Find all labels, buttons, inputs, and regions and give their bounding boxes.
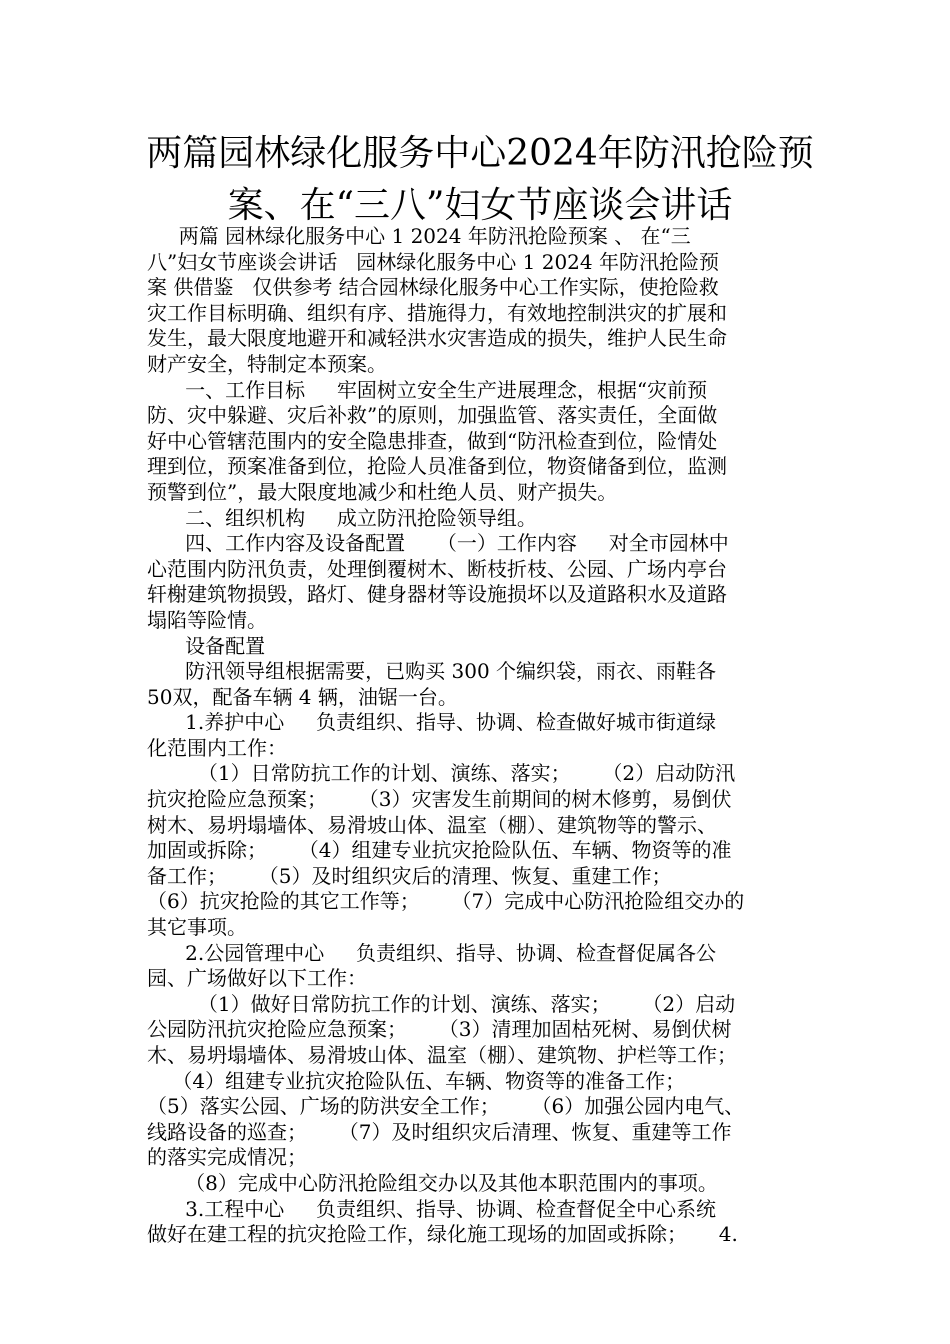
- body-text-line: 其它事项。: [147, 915, 247, 940]
- body-text-line: （5）落实公园、广场的防洪安全工作； （6）加强公园内电气、: [147, 1094, 745, 1119]
- body-text-line: 理到位，预案准备到位，抢险人员准备到位，物资储备到位，监测: [147, 454, 727, 479]
- body-text-line: 化范围内工作：: [147, 735, 287, 760]
- body-text-line: （1）做好日常防抗工作的计划、演练、落实； （2）启动: [147, 991, 736, 1016]
- body-text-line: 轩榭建筑物损毁，路灯、健身器材等设施损坏以及道路积水及道路: [147, 582, 727, 607]
- document-title: [145, 128, 815, 232]
- body-text-line: 八”妇女节座谈会讲话 园林绿化服务中心 1 2024 年防汛抢险预: [147, 249, 719, 274]
- body-text-line: 1.养护中心 负责组织、指导、协调、检查做好城市街道绿: [147, 710, 717, 735]
- body-text-line: 公园防汛抗灾抢险应急预案； （3）清理加固枯死树、易倒伏树: [147, 1017, 732, 1042]
- body-text-line: 线路设备的巡查； （7）及时组织灾后清理、恢复、重建等工作: [147, 1119, 732, 1144]
- body-text-line: 做好在建工程的抗灾抢险工作，绿化施工现场的加固或拆除； 4.: [147, 1222, 738, 1247]
- body-text-line: 两篇 园林绿化服务中心 1 2024 年防汛抢险预案 、 在“三: [147, 224, 691, 248]
- body-text-line: 防汛领导组根据需要，已购买 300 个编织袋，雨衣、雨鞋各: [147, 659, 717, 684]
- body-text-line: 树木、易坍塌墙体、易滑坡山体、温室（棚）、建筑物等的警示、: [147, 812, 717, 837]
- body-text-line: 抗灾抢险应急预案； （3）灾害发生前期间的树木修剪，易倒伏: [147, 787, 732, 812]
- body-text-line: 灾工作目标明确、组织有序、措施得力，有效地控制洪灾的扩展和: [147, 300, 727, 325]
- body-text-line: 的落实完成情况；: [147, 1145, 307, 1170]
- body-text-line: 2.公园管理中心 负责组织、指导、协调、检查督促属各公: [147, 940, 717, 965]
- body-text-line: 预警到位”，最大限度地减少和杜绝人员、财产损失。: [147, 479, 618, 504]
- body-text-line: 备工作； （5）及时组织灾后的清理、恢复、重建工作；: [147, 863, 672, 888]
- body-text-line: （8）完成中心防汛抢险组交办以及其他本职范围内的事项。: [147, 1170, 718, 1195]
- body-text-line: 设备配置: [147, 633, 266, 658]
- body-text-line: 加固或拆除； （4）组建专业抗灾抢险队伍、车辆、物资等的准: [147, 838, 732, 863]
- body-text-line: （4）组建专业抗灾抢险队伍、车辆、物资等的准备工作；: [147, 1068, 686, 1093]
- title-line: 案、在“三八”妇女节座谈会讲话: [227, 185, 733, 226]
- body-text-line: 心范围内防汛负责，处理倒覆树木、断枝折枝、公园、广场内亭台: [147, 556, 727, 581]
- body-text-line: 防、灾中躲避、灾后补救”的原则，加强监管、落实责任，全面做: [147, 403, 718, 428]
- body-text-line: 3.工程中心 负责组织、指导、协调、检查督促全中心系统: [147, 1196, 717, 1221]
- body-text-line: 财产安全，特制定本预案。: [147, 351, 387, 376]
- body-text-line: 四、工作内容及设备配置 （一）工作内容 对全市园林中: [147, 531, 729, 556]
- document-body: [147, 224, 807, 1248]
- body-text-line: 一、工作目标 牢固树立安全生产进展理念，根据“灾前预: [147, 377, 708, 402]
- body-text-line: （1）日常防抗工作的计划、演练、落实； （2）启动防汛: [147, 761, 736, 786]
- body-text-line: 发生，最大限度地避开和减轻洪水灾害造成的损失，维护人民生命: [147, 326, 727, 351]
- body-text-line: 园、广场做好以下工作：: [147, 966, 367, 991]
- title-line: 两篇园林绿化服务中心2024年防汛抢险预: [146, 133, 814, 174]
- body-text-line: （6）抗灾抢险的其它工作等； （7）完成中心防汛抢险组交办的: [147, 889, 745, 914]
- body-text-line: 二、组织机构 成立防汛抢险领导组。: [147, 505, 537, 530]
- body-text-line: 塌陷等险情。: [147, 607, 267, 632]
- body-text-line: 好中心管辖范围内的安全隐患排查，做到“防汛检查到位，险情处: [147, 428, 718, 453]
- body-text-line: 50双，配备车辆 4 辆，油锯一台。: [147, 684, 458, 709]
- body-text-line: 案 供借鉴 仅供参考 结合园林绿化服务中心工作实际，使抢险救: [147, 275, 719, 300]
- body-text-line: 木、易坍塌墙体、易滑坡山体、温室（棚）、建筑物、护栏等工作；: [147, 1043, 737, 1067]
